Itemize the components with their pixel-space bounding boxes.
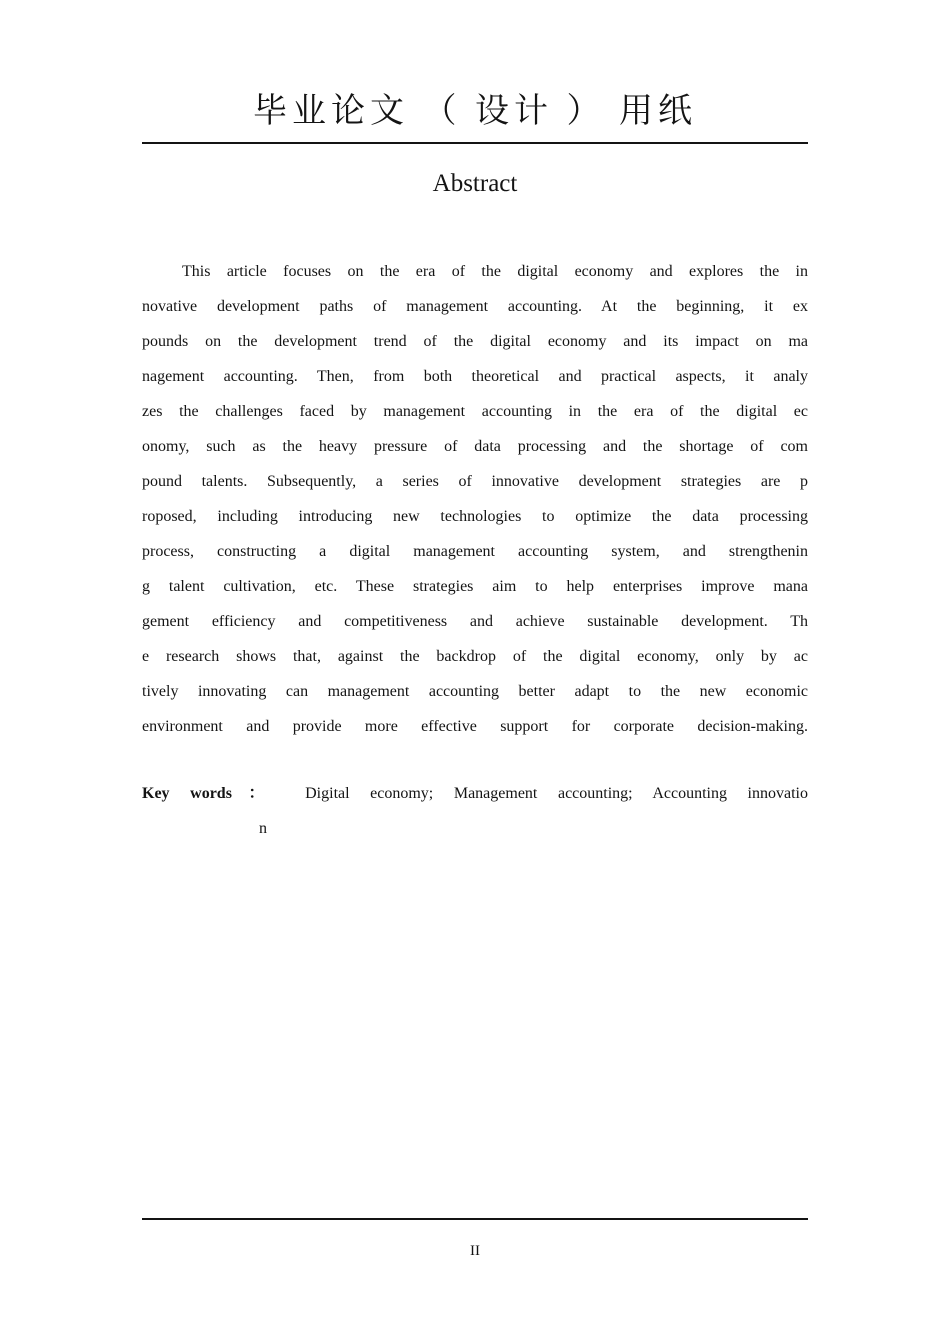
abstract-line: pounds on the development trend of the digital economy and its impact on ma (142, 333, 808, 350)
abstract-line: pound talents. Subsequently, a series of innovative development strategies are p (142, 473, 808, 490)
keywords-label: Key words： (142, 785, 282, 802)
page-header-title: 毕业论文 （ 设计 ） 用纸 (142, 90, 808, 144)
keywords-text-wrap: n (259, 820, 267, 837)
page-number: II (470, 1243, 480, 1259)
abstract-line: process, constructing a digital management accounting system, and strengthenin (142, 543, 808, 560)
abstract-line: nagement accounting. Then, from both theoretical and practical aspects, it analy (142, 368, 808, 385)
abstract-line: g talent cultivation, etc. These strategies aim to help enterprises improve mana (142, 578, 808, 595)
abstract-line: roposed, including introducing new technologies to optimize the data processing (142, 508, 808, 525)
abstract-line: zes the challenges faced by management accounting in the era of the digital ec (142, 403, 808, 420)
abstract-line: gement efficiency and competitiveness and achieve sustainable development. Th (142, 613, 808, 630)
abstract-line: e research shows that, against the backdrop of the digital economy, only by ac (142, 648, 808, 665)
abstract-line: environment and provide more effective support for corporate decision-making. (142, 718, 808, 735)
abstract-line: novative development paths of management accounting. At the beginning, it ex (142, 298, 808, 315)
abstract-title: Abstract (432, 170, 518, 197)
abstract-line: onomy, such as the heavy pressure of data processing and the shortage of com (142, 438, 808, 455)
abstract-line: This article focuses on the era of the digital economy and explores the in (182, 263, 808, 280)
keywords-block (142, 776, 808, 846)
abstract-paragraph (142, 254, 808, 744)
keywords-text: Digital economy; Management accounting; Accounting innovatio (305, 785, 808, 802)
keywords-line (142, 776, 808, 811)
footer-divider (142, 1218, 808, 1220)
abstract-line: tively innovating can management accounting better adapt to the new economic (142, 683, 808, 700)
